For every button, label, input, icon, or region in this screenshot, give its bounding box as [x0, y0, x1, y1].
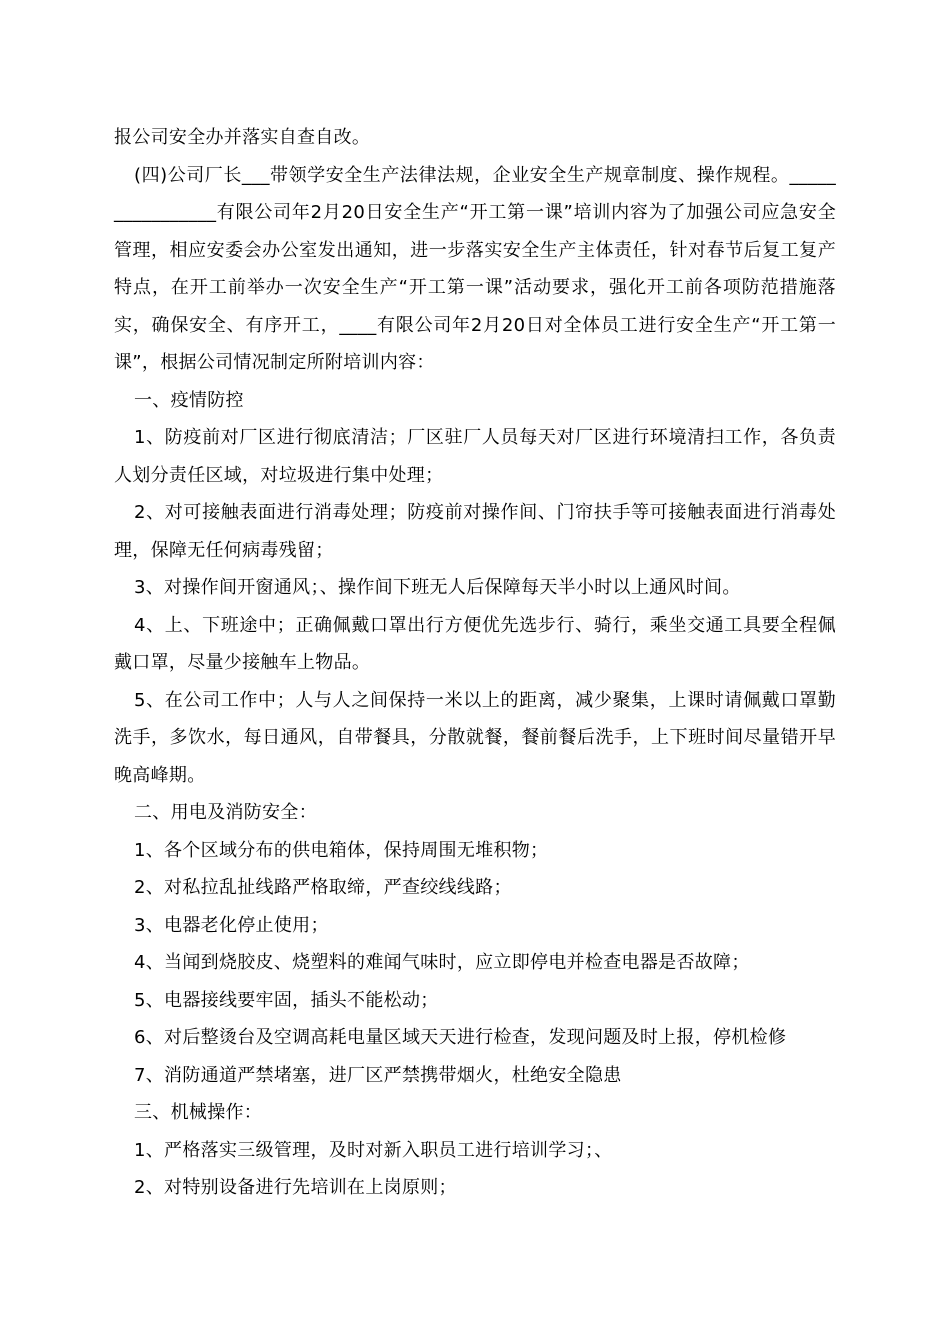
list-item: 2、对私拉乱扯线路严格取缔，严查绞线线路； — [134, 877, 512, 898]
list-item: 2、对可接触表面进行消毒处理；防疫前对操作间、门帘扶手等可接触表面进行消毒处理，保障无任何病毒残留； — [114, 502, 836, 561]
list-item: 7、消防通道严禁堵塞，进厂区严禁携带烟火，杜绝安全隐患 — [134, 1064, 622, 1086]
paragraph-continuation: 报公司安全办并落实自查自改。 — [114, 127, 371, 148]
list-item: 1、严格落实三级管理，及时对新入职员工进行培训学习；、 — [134, 1139, 613, 1161]
section-heading-machinery: 三、机械操作： — [134, 1102, 263, 1123]
section-heading-electrical: 二、用电及消防安全： — [134, 802, 317, 823]
document-body — [114, 119, 836, 1207]
list-item: 5、电器接线要牢固，插头不能松动； — [134, 989, 439, 1011]
section-heading-epidemic: 一、疫情防控 — [134, 389, 244, 411]
list-item: 1、各个区域分布的供电箱体，保持周围无堆积物； — [134, 839, 549, 861]
list-item: 5、在公司工作中；人与人之间保持一米以上的距离，减少聚集，上课时请佩戴口罩勤洗手，多饮水，每日通风，自带餐具，分散就餐，餐前餐后洗手，上下班时间尽量错开早晚高峰期。 — [114, 689, 836, 786]
list-item: 4、上、下班途中；正确佩戴口罩出行方便优先选步行、骑行，乘坐交通工具要全程佩戴口罩，尽量少接触车上物品。 — [114, 614, 836, 673]
list-item: 1、防疫前对厂区进行彻底清洁；厂区驻厂人员每天对厂区进行环境清扫工作，各负责人划分责任区域，对垃圾进行集中处理； — [114, 427, 836, 486]
list-item: 2、对特别设备进行先培训在上岗原则； — [134, 1177, 457, 1198]
list-item: 6、对后整烫台及空调高耗电量区域天天进行检查，发现问题及时上报，停机检修 — [134, 1027, 787, 1048]
paragraph-intro: (四)公司厂长___带领学安全生产法律法规，企业安全生产规章制度、操作规程。________________有限公司年2月20日安全生产“开工第一课”培训内容为了加强公司应急安全管理，相应安委会办公室发出通知，进一步落实安全生产主体责任，针对春节后复工复产特点，在开工前举办一次安全生产“开工第一课”活动要求，强化开工前各项防范措施落实，确保安全、有序开工，____有限公司年2月20日对全体员工进行安全生产“开工第一课”，根据公司情况制定所附培训内容： — [114, 164, 836, 373]
list-item: 3、对操作间开窗通风；、操作间下班无人后保障每天半小时以上通风时间。 — [134, 577, 741, 598]
list-item: 4、当闻到烧胶皮、烧塑料的难闻气味时，应立即停电并检查电器是否故障； — [134, 952, 750, 973]
list-item: 3、电器老化停止使用； — [134, 914, 329, 936]
